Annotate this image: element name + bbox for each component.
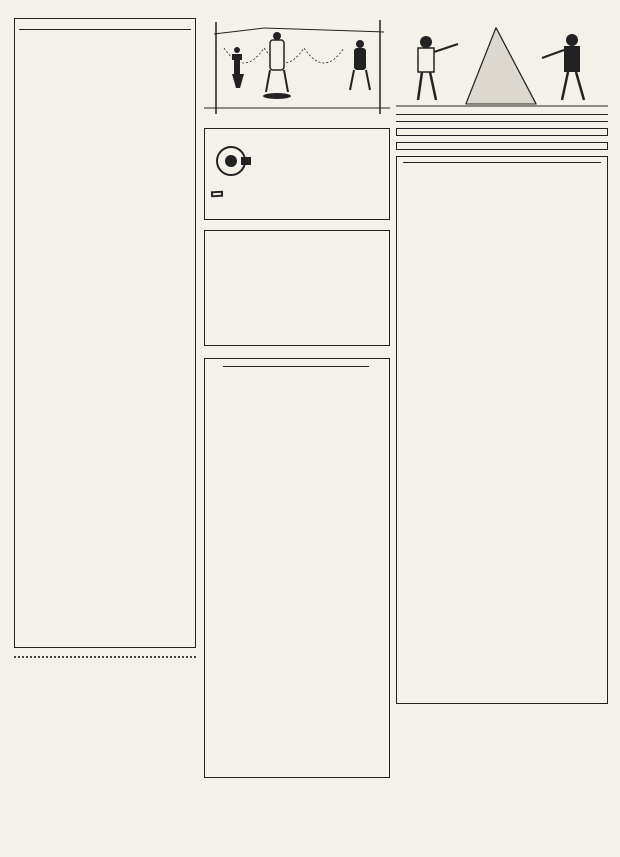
campers-drawing [396, 18, 608, 110]
cryptogram-box [204, 358, 390, 778]
tent-illustration [396, 18, 608, 110]
tv-repair-advertisement [396, 128, 608, 136]
left-column [14, 18, 196, 666]
pharmacies-list [19, 33, 191, 644]
middle-column [204, 18, 390, 778]
riegos-advertisement [204, 128, 390, 220]
right-column [396, 18, 608, 707]
crossword-solution [14, 656, 196, 662]
ganen-dinero-advertisement [204, 230, 390, 346]
tv-programs-box [396, 156, 608, 704]
circus-illustration [204, 18, 390, 116]
pharmacies-title [19, 22, 191, 30]
pharmacies-box [14, 18, 196, 648]
tv-programs-title [403, 160, 601, 163]
tv-repair-advertisement-2 [396, 142, 608, 150]
luque-advertisement [396, 114, 608, 122]
acrobats-drawing [204, 18, 390, 116]
riegos-brand [211, 191, 223, 198]
pump-icon [211, 141, 251, 181]
grid-row-numbers [211, 366, 223, 367]
cryptogram-grid [223, 366, 369, 367]
